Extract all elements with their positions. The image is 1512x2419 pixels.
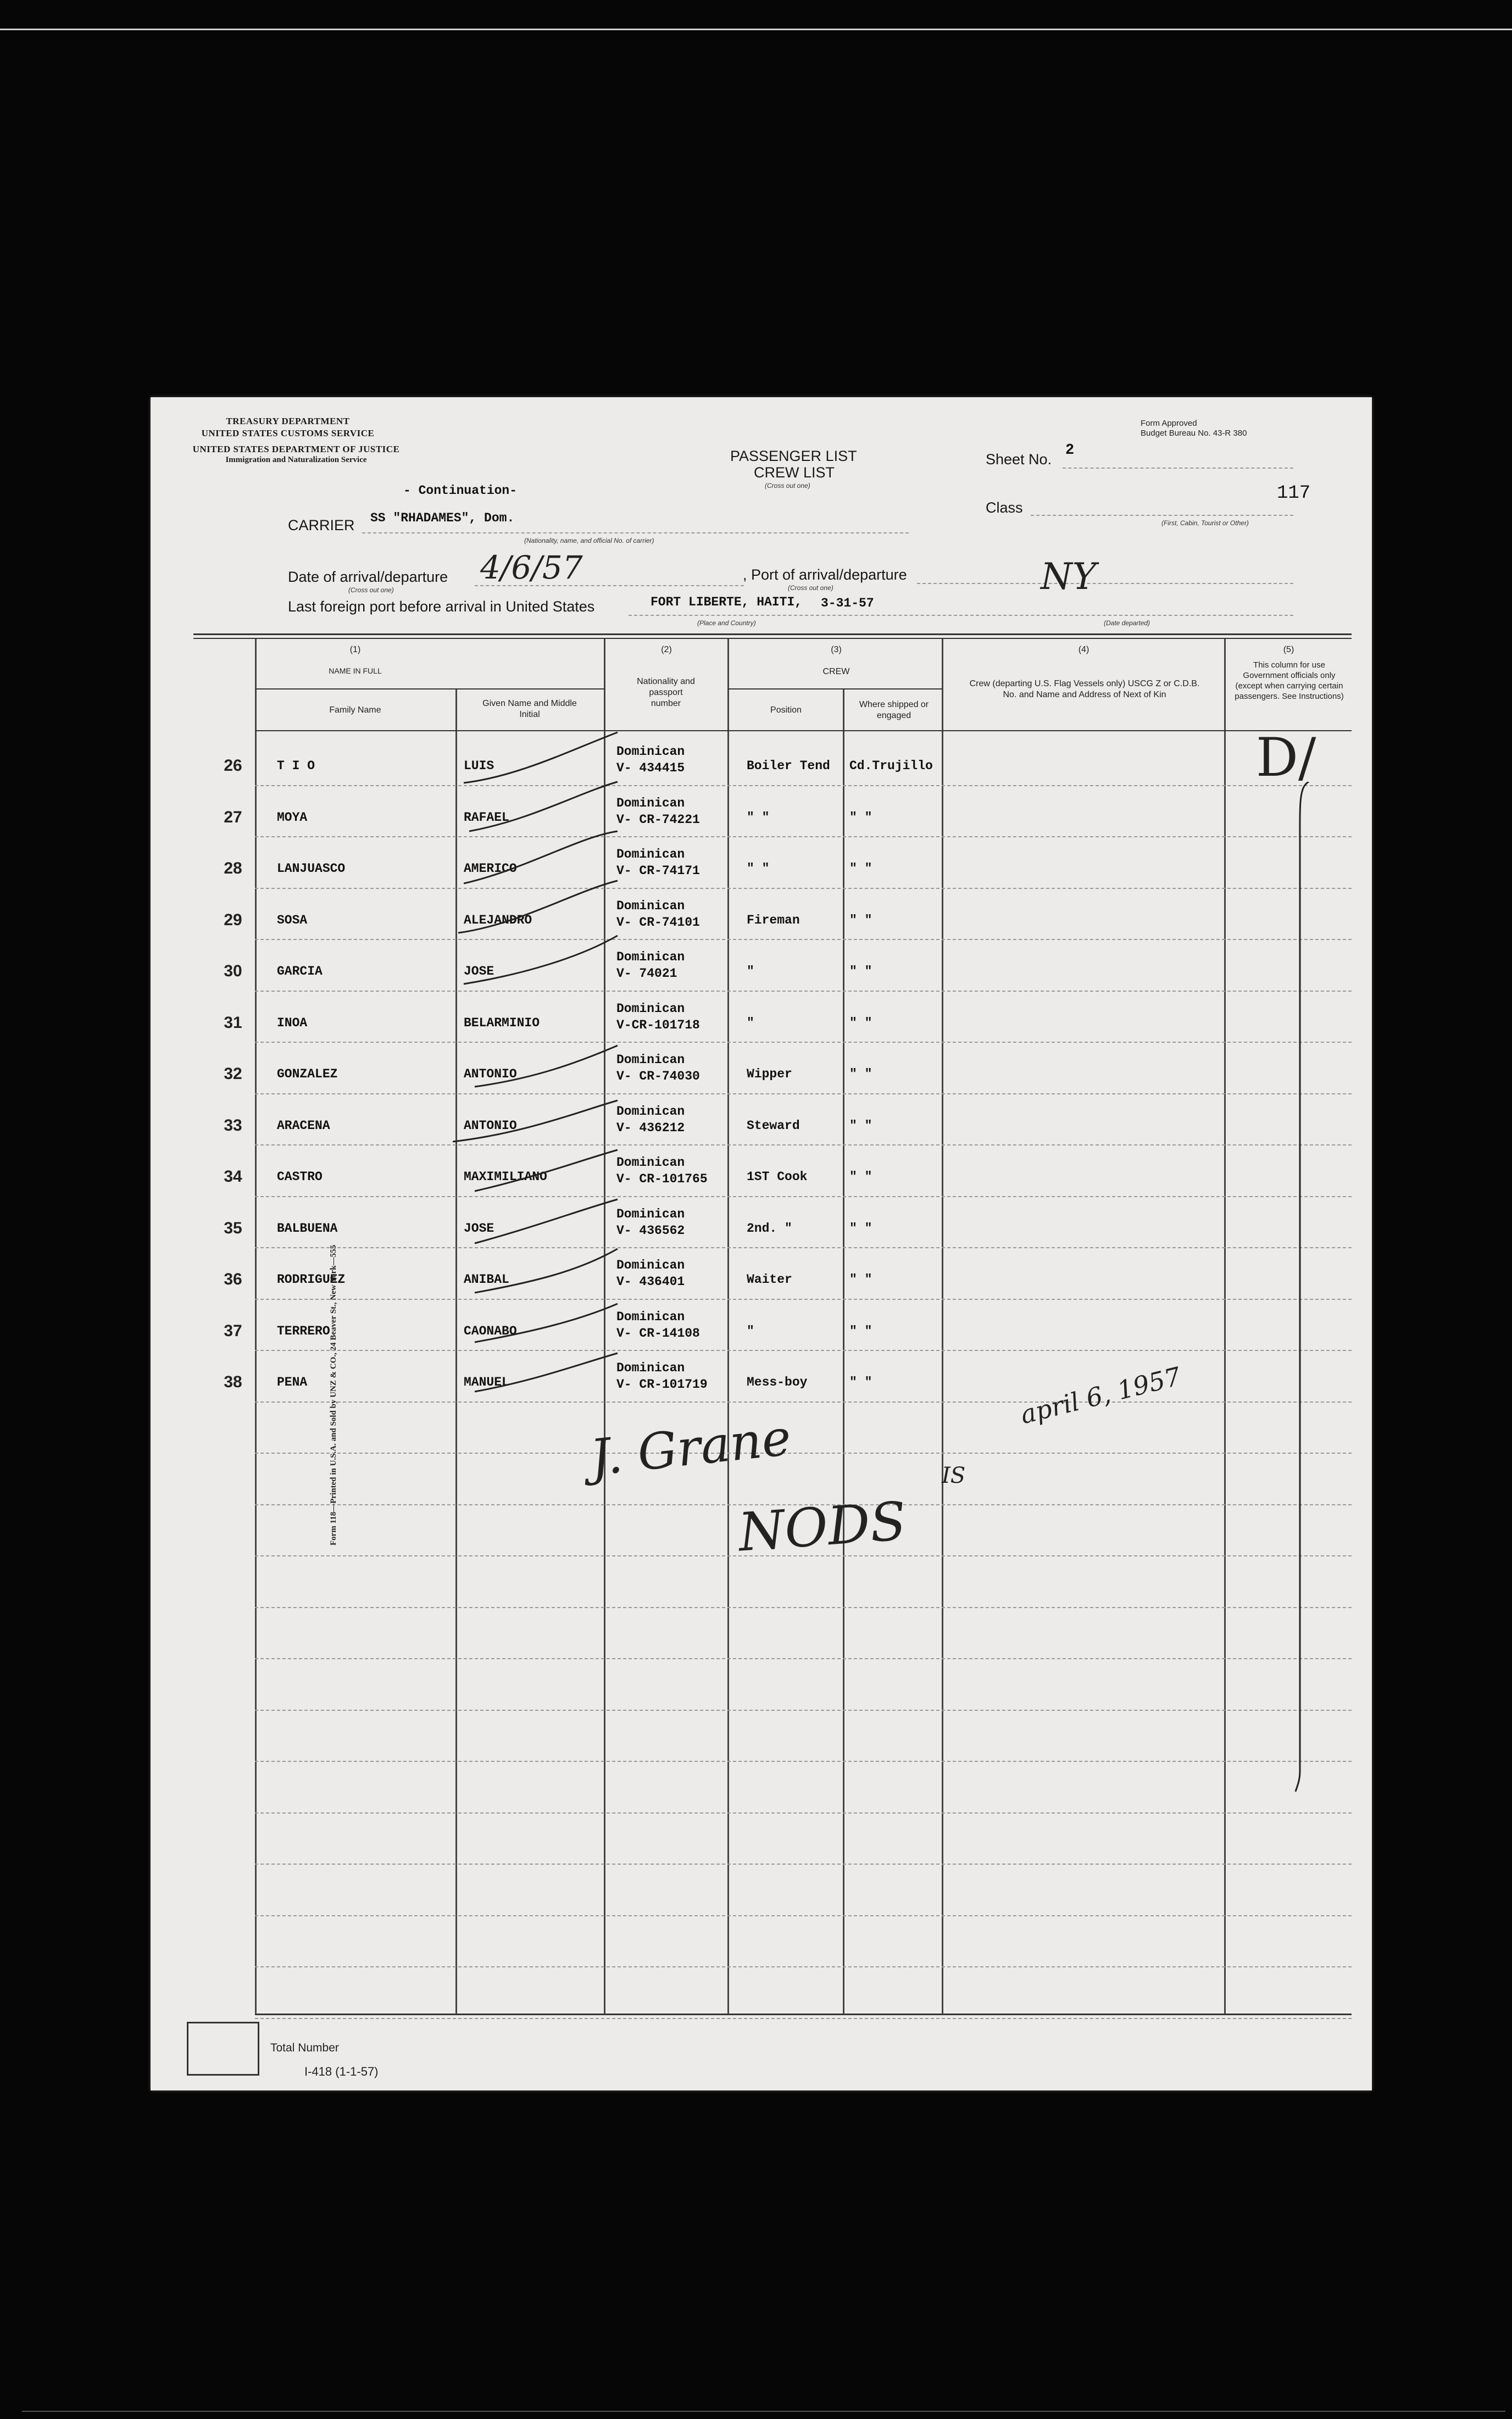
row-number: 30 — [224, 962, 242, 980]
dept-treasury: TREASURY DEPARTMENT — [226, 416, 350, 426]
col1-title: NAME IN FULL — [329, 666, 382, 675]
list-title-passenger: PASSENGER LIST — [730, 448, 857, 464]
col3-number: (3) — [831, 645, 842, 654]
handwritten-date: april 6, 1957 — [1017, 1361, 1184, 1430]
col3-position: Position — [770, 705, 802, 715]
pen-strokes — [453, 727, 634, 1798]
row-rule — [255, 1402, 1352, 1403]
passport-number: V- CR-14108 — [616, 1326, 700, 1341]
nationality: Dominican — [616, 1001, 685, 1016]
total-label: Total Number — [270, 2042, 339, 2054]
family-name: PENA — [277, 1375, 308, 1389]
row-rule — [255, 836, 1352, 837]
passport-number: V- CR-74030 — [616, 1069, 700, 1083]
row-rule — [255, 2018, 1352, 2019]
class-line — [1031, 515, 1293, 516]
family-name: CASTRO — [277, 1170, 323, 1184]
signature: J. Grane — [587, 1409, 794, 1487]
sheet-number: 2 — [1065, 442, 1075, 459]
row-rule — [255, 1710, 1352, 1711]
col1-number: (1) — [349, 645, 361, 654]
crew-list-form — [151, 397, 1372, 2090]
where-shipped: " " — [849, 1118, 872, 1133]
row-rule — [255, 1812, 1352, 1814]
row-rule — [255, 888, 1352, 889]
given-name: JOSE — [464, 1221, 494, 1236]
row-number: 26 — [224, 757, 242, 775]
dept-customs: UNITED STATES CUSTOMS SERVICE — [201, 428, 375, 438]
table-top-rule — [193, 633, 1352, 635]
family-name: GARCIA — [277, 964, 323, 978]
where-shipped: " " — [849, 913, 872, 927]
scan-line-top — [0, 29, 1512, 30]
family-name: MOYA — [277, 810, 308, 825]
given-name: ANTONIO — [464, 1118, 517, 1133]
crew-position: Wipper — [747, 1067, 792, 1081]
crew-position: " " — [747, 861, 770, 876]
form-approved: Form Approved — [1141, 419, 1197, 428]
class-label: Class — [986, 499, 1023, 516]
row-rule — [255, 1864, 1352, 1865]
where-shipped: " " — [849, 810, 872, 825]
given-name: ANTONIO — [464, 1067, 517, 1081]
where-shipped: " " — [849, 964, 872, 978]
family-name: SOSA — [277, 913, 308, 927]
passport-number: V- CR-74101 — [616, 915, 700, 930]
passport-number: V- 436212 — [616, 1120, 685, 1135]
passport-number: V- CR-101765 — [616, 1172, 708, 1186]
nationality: Dominican — [616, 1206, 685, 1221]
row-rule — [255, 1299, 1352, 1300]
place-note: (Place and Country) — [697, 619, 756, 627]
dept-justice: UNITED STATES DEPARTMENT OF JUSTICE — [192, 444, 400, 454]
row-number: 31 — [224, 1013, 242, 1032]
last-port-line — [629, 615, 1293, 616]
nationality: Dominican — [616, 950, 685, 964]
row-rule — [255, 1915, 1352, 1916]
header-bottom-rule — [255, 730, 1352, 731]
official-bracket — [1293, 782, 1315, 1793]
list-title-crew: CREW LIST — [754, 464, 835, 481]
class-note: (First, Cabin, Tourist or Other) — [1161, 519, 1249, 527]
passport-number: V- 436562 — [616, 1223, 685, 1238]
passport-number: V- CR-74221 — [616, 812, 700, 827]
signature-code: NODS — [736, 1490, 908, 1564]
row-rule — [255, 1607, 1352, 1608]
row-rule — [255, 785, 1352, 786]
row-number: 27 — [224, 808, 242, 826]
row-number: 29 — [224, 910, 242, 929]
given-name: LUIS — [464, 759, 494, 773]
where-shipped: " " — [849, 861, 872, 876]
given-name: MANUEL — [464, 1375, 509, 1389]
row-rule — [255, 991, 1352, 992]
given-name: ALEJANDRO — [464, 913, 532, 927]
where-shipped: " " — [849, 1324, 872, 1338]
row-rule — [255, 1093, 1352, 1094]
where-shipped: " " — [849, 1015, 872, 1030]
col5-title: This column for use Government officials only (except when carrying certain passengers. See Instructions) — [1235, 660, 1344, 701]
family-name: ARACENA — [277, 1118, 330, 1133]
where-shipped: " " — [849, 1221, 872, 1236]
signature-suffix: IS — [942, 1463, 966, 1488]
last-port-date: 3-31-57 — [821, 596, 874, 610]
row-rule — [255, 1350, 1352, 1351]
date-label: Date of arrival/departure — [288, 569, 448, 585]
family-name: TERRERO — [277, 1324, 330, 1338]
nationality: Dominican — [616, 1053, 685, 1067]
family-name: BALBUENA — [277, 1221, 338, 1236]
sheet-line — [1063, 468, 1293, 469]
col4-title: Crew (departing U.S. Flag Vessels only) USCG Z or C.D.B. No. and Name and Address of Next of Kin — [969, 679, 1200, 699]
nationality: Dominican — [616, 847, 685, 861]
crew-position: " " — [747, 810, 770, 825]
printer-note: Form 118—Printed in U.S.A. and Sold by UNZ & CO., 24 Beaver St., New York—555 — [329, 1244, 338, 1545]
given-name: AMERICO — [464, 861, 517, 876]
row-number: 28 — [224, 859, 242, 877]
nationality: Dominican — [616, 1155, 685, 1170]
row-number: 33 — [224, 1116, 242, 1135]
crew-position: Boiler Tend — [747, 759, 830, 773]
family-name: RODRIGUEZ — [277, 1272, 346, 1287]
col3-shipped: Where shipped or engaged — [859, 700, 929, 720]
crew-position: " — [747, 964, 754, 978]
passport-number: V- 434415 — [616, 761, 685, 775]
crew-position: 1ST Cook — [747, 1170, 808, 1184]
page-number: 117 — [1277, 483, 1311, 504]
family-name: GONZALEZ — [277, 1067, 338, 1081]
col-line-position — [727, 639, 729, 2014]
row-rule — [255, 939, 1352, 940]
row-number: 36 — [224, 1270, 242, 1288]
port-label: , Port of arrival/departure — [743, 566, 907, 583]
date-value: 4/6/57 — [480, 549, 583, 586]
dept-ins: Immigration and Naturalization Service — [225, 455, 367, 464]
col3-title: CREW — [822, 667, 850, 676]
where-shipped: " " — [849, 1272, 872, 1287]
nationality: Dominican — [616, 1309, 685, 1324]
given-name: CAONABO — [464, 1324, 517, 1338]
carrier-line — [362, 532, 909, 533]
header-sub-rule-1 — [255, 688, 605, 689]
where-shipped: " " — [849, 1067, 872, 1081]
col5-number: (5) — [1283, 645, 1294, 654]
row-rule — [255, 1196, 1352, 1197]
row-rule — [255, 1042, 1352, 1043]
row-number: 35 — [224, 1219, 242, 1237]
date-note: (Cross out one) — [348, 586, 394, 594]
last-port-label: Last foreign port before arrival in United States — [288, 598, 595, 615]
crew-position: 2nd. " — [747, 1221, 792, 1236]
col1-family: Family Name — [329, 705, 381, 715]
passport-number: V-CR-101718 — [616, 1017, 700, 1032]
port-value: NY — [1041, 555, 1097, 598]
crew-position: " — [747, 1015, 754, 1030]
nationality: Dominican — [616, 1104, 685, 1119]
table-bottom-rule — [255, 2014, 1352, 2015]
passport-number: V- 74021 — [616, 966, 677, 981]
family-name: INOA — [277, 1015, 308, 1030]
nationality: Dominican — [616, 1361, 685, 1375]
row-number: 38 — [224, 1373, 242, 1391]
scan-line-bottom — [22, 2411, 1505, 2412]
family-name: T I O — [277, 759, 315, 773]
col2-number: (2) — [661, 645, 672, 654]
carrier-label: CARRIER — [288, 517, 355, 533]
nationality: Dominican — [616, 744, 685, 759]
given-name: RAFAEL — [464, 810, 509, 825]
cross-out-note: (Cross out one) — [765, 482, 810, 490]
col4-number: (4) — [1078, 645, 1089, 654]
col-line-kin — [942, 639, 943, 2014]
row-rule — [255, 1144, 1352, 1145]
col-line-left — [255, 639, 257, 2014]
row-number: 34 — [224, 1167, 242, 1186]
last-port-value: FORT LIBERTE, HAITI, — [651, 595, 803, 609]
passport-number: V- 436401 — [616, 1275, 685, 1289]
total-box — [187, 2022, 259, 2076]
where-shipped: " " — [849, 1375, 872, 1389]
given-name: BELARMINIO — [464, 1015, 540, 1030]
row-rule — [255, 1761, 1352, 1762]
nationality: Dominican — [616, 898, 685, 913]
nationality: Dominican — [616, 1258, 685, 1272]
header-sub-rule-3 — [727, 688, 943, 689]
row-rule — [255, 1453, 1352, 1454]
where-shipped: Cd.Trujillo — [849, 759, 933, 773]
family-name: LANJUASCO — [277, 861, 346, 876]
crew-position: Steward — [747, 1118, 800, 1133]
carrier-value: SS "RHADAMES", Dom. — [370, 511, 515, 525]
col2-title: Nationality and passport number — [637, 677, 695, 708]
official-mark: D/ — [1256, 727, 1316, 788]
date-departed-note: (Date departed) — [1104, 619, 1150, 627]
sheet-label: Sheet No. — [986, 451, 1052, 468]
continuation-label: - Continuation- — [403, 483, 518, 498]
crew-position: " — [747, 1324, 754, 1338]
given-name: JOSE — [464, 964, 494, 978]
row-number: 37 — [224, 1321, 242, 1340]
table-top-rule-2 — [193, 638, 1352, 639]
given-name: ANIBAL — [464, 1272, 509, 1287]
crew-position: Fireman — [747, 913, 800, 927]
row-rule — [255, 1658, 1352, 1659]
carrier-note: (Nationality, name, and official No. of carrier) — [524, 537, 654, 544]
passport-number: V- CR-74171 — [616, 864, 700, 878]
row-number: 32 — [224, 1065, 242, 1083]
budget-bureau: Budget Bureau No. 43-R 380 — [1141, 429, 1247, 438]
crew-position: Waiter — [747, 1272, 792, 1287]
form-number: I-418 (1-1-57) — [304, 2065, 379, 2078]
row-rule — [255, 1247, 1352, 1248]
given-name: MAXIMILIANO — [464, 1170, 547, 1184]
nationality: Dominican — [616, 796, 685, 810]
col1-given: Given Name and Middle Initial — [482, 699, 577, 719]
col-line-official — [1224, 639, 1226, 2014]
port-line — [917, 583, 1293, 584]
crew-position: Mess-boy — [747, 1375, 808, 1389]
port-note: (Cross out one) — [788, 584, 833, 592]
row-rule — [255, 1966, 1352, 1967]
where-shipped: " " — [849, 1170, 872, 1184]
passport-number: V- CR-101719 — [616, 1377, 708, 1392]
